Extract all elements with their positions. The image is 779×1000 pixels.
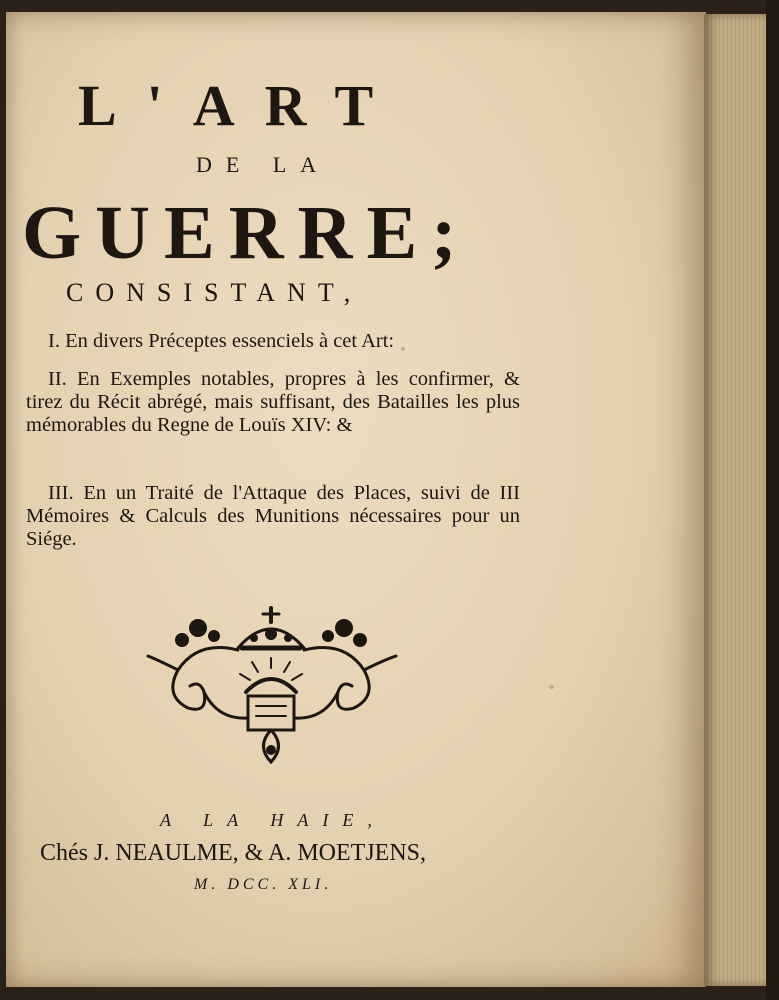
imprint-publisher-line [40, 840, 540, 867]
title-line-guerre: GUERRE; [22, 191, 471, 275]
page-edges [704, 14, 766, 986]
imprint-publisher-prefix: Chés [40, 840, 88, 866]
contents-item-2: II. En Exemples notables, propres à les confirmer, & tirez du Récit abrégé, mais suffisant, des Batailles les plus mémorables du Regne de Louïs XIV: & [26, 368, 520, 436]
imprint-publisher: J. NEAULME, & A. MOETJENS, [94, 840, 427, 866]
imprint-place: A LA HAIE, [160, 810, 386, 830]
crown-sunburst-fleuron-icon [138, 600, 404, 770]
title-line-consistant: CONSISTANT, [66, 278, 363, 307]
contents-item-3: III. En un Traité de l'Attaque des Places, suivi de III Mémoires & Calculs des Munitions nécessaires pour un Siége. [26, 482, 520, 550]
book-spine [766, 0, 779, 1000]
foxing-spot [549, 685, 554, 689]
contents-item-1: I. En divers Préceptes essenciels à cet Art: [48, 330, 395, 352]
title-line-de-la: DE LA [196, 152, 331, 177]
title-line-art: L'ART [78, 73, 404, 138]
imprint-date: M. DCC. XLI. [194, 876, 333, 893]
